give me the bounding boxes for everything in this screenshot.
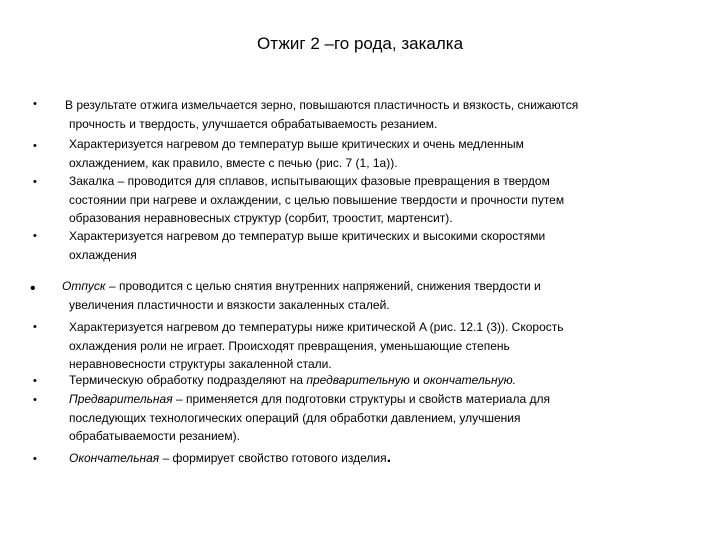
bullet-marker: •: [30, 280, 36, 297]
bullet-text-line: обрабатываемости резанием).: [69, 429, 240, 443]
bullet-text-line: [69, 449, 391, 468]
bullet-marker: •: [33, 453, 37, 465]
bullet-text-segment: Термическую обработку подразделяют на: [69, 373, 307, 387]
bullet-marker: •: [33, 98, 37, 110]
term-tempering: Отпуск: [62, 279, 106, 293]
bullet-text-line: В результате отжига измельчается зерно, повышаются пластичность и вязкость, снижаются: [65, 98, 579, 112]
bullet-text-line: охлаждения роли не играет. Происходят превращения, уменьшающие степень: [69, 338, 510, 353]
bullet-text-segment: – проводится с целью снятия внутренних напряжений, снижения твердости и: [105, 279, 541, 293]
slide-title: Отжиг 2 –го рода, закалка: [256, 34, 464, 53]
bullet-text-line: прочность и твердость, улучшается обрабатываемость резанием.: [69, 116, 438, 131]
bullet-marker: •: [33, 394, 37, 406]
bullet-text-line: состоянии при нагреве и охлаждении, с целью повышение твердости и прочности путем: [69, 192, 565, 207]
bullet-text-line: увеличения пластичности и вязкости закаленных сталей.: [69, 297, 390, 312]
bullet-item-tempering: [62, 277, 541, 314]
bullet-marker: •: [33, 321, 37, 333]
bullet-text-segment: и: [409, 373, 424, 387]
bullet-text-line: последующих технологических операций (для обработки давлением, улучшения: [69, 410, 521, 425]
bullet-text-line: Характеризуется нагревом до температуры ниже критической A (рис. 12.1 (3)). Скорость: [69, 320, 564, 334]
bullet-text-line: неравновесности структуры закаленной стали.: [69, 357, 332, 371]
bullet-item-grain-refinement: [65, 96, 579, 133]
bullet-text-line: [69, 371, 516, 390]
bullet-text-line: Характеризуется нагревом до температур выше критических и очень медленным: [69, 137, 524, 151]
bullet-text-line: [69, 390, 550, 409]
term-final: окончательную.: [423, 373, 516, 387]
bullet-marker: •: [33, 176, 37, 188]
bullet-item-tempering-heating: [69, 318, 564, 374]
bullet-item-final: [69, 449, 391, 468]
term-preliminary: предварительную: [306, 373, 410, 387]
bullet-text-segment: – применяется для подготовки структуры и свойств материала для: [172, 392, 550, 406]
bullet-item-preliminary: [69, 390, 550, 446]
end-mark: .: [386, 449, 392, 466]
bullet-text-segment: – формирует свойство готового изделия: [159, 451, 387, 465]
bullet-marker: •: [33, 230, 37, 242]
term-final: Окончательная: [69, 451, 160, 465]
bullet-text-line: Характеризуется нагревом до температур выше критических и высокими скоростями: [69, 229, 546, 243]
bullet-marker: •: [33, 375, 37, 387]
bullet-text-line: охлаждения: [69, 247, 137, 262]
bullet-text-line: образования неравновесных структур (сорбит, троостит, мартенсит).: [69, 211, 453, 225]
bullet-item-quenching-heating: [69, 227, 545, 264]
bullet-text-line: Закалка – проводится для сплавов, испытывающих фазовые превращения в твердом: [69, 174, 550, 188]
bullet-item-heat-treatment-types: [69, 371, 516, 390]
bullet-item-quenching: [69, 172, 564, 228]
bullet-text-line: охлаждением, как правило, вместе с печью (рис. 7 (1, 1а)).: [69, 155, 398, 170]
term-preliminary: Предварительная: [69, 392, 173, 406]
bullet-marker: •: [33, 140, 37, 152]
bullet-item-annealing-heating: [69, 135, 524, 172]
bullet-text-line: [62, 277, 541, 296]
